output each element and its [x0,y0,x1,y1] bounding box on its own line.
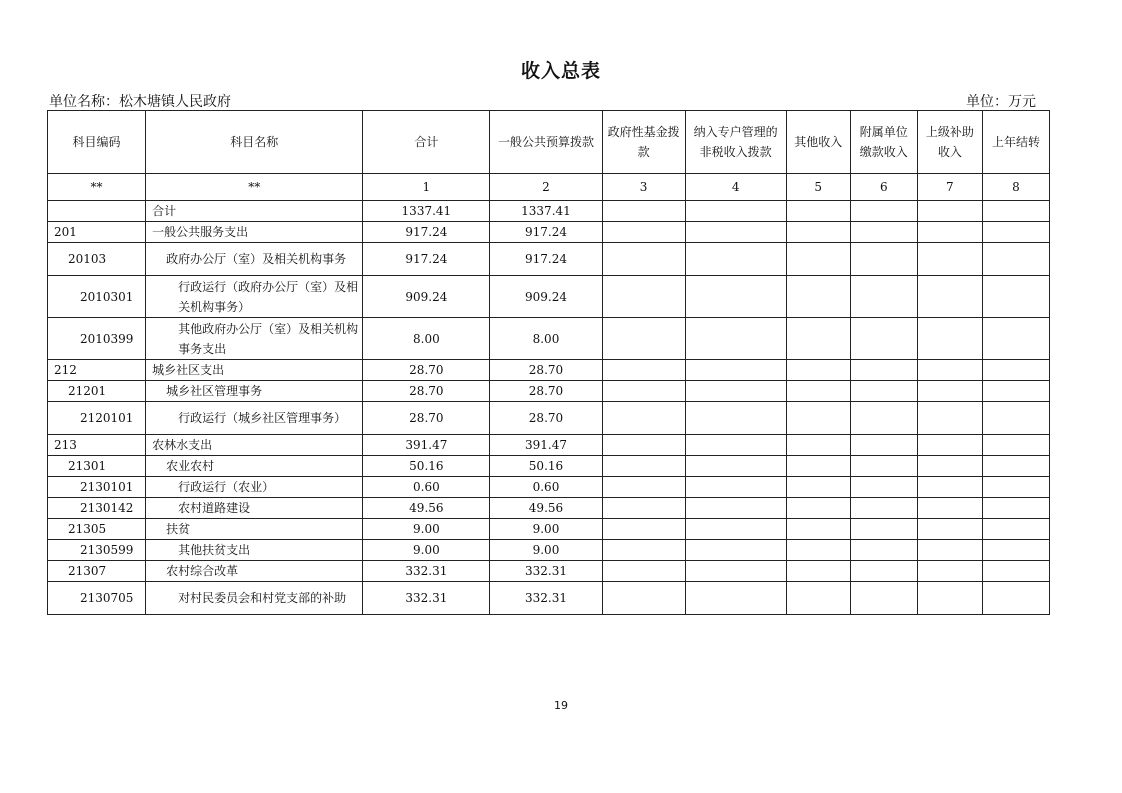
empty-cell [982,519,1049,540]
empty-cell [685,276,786,318]
empty-cell [982,477,1049,498]
empty-cell [917,582,982,615]
total-cell: 909.24 [363,276,490,318]
table-row [48,276,1050,318]
empty-cell [982,360,1049,381]
index-cell: ** [146,174,363,201]
header-cell: 纳入专户管理的非税收入拨款 [685,111,786,174]
empty-cell [850,582,917,615]
empty-cell [685,456,786,477]
table-row [48,561,1050,582]
name-cell: 其他政府办公厅（室）及相关机构事务支出 [146,318,363,360]
general-budget-cell: 28.70 [490,402,602,435]
table-row [48,360,1050,381]
code-cell: 2130705 [48,582,146,615]
empty-cell [786,222,850,243]
general-budget-cell: 50.16 [490,456,602,477]
general-budget-cell: 909.24 [490,276,602,318]
empty-cell [850,498,917,519]
code-cell: 2130142 [48,498,146,519]
empty-cell [917,381,982,402]
empty-cell [602,381,685,402]
general-budget-cell: 9.00 [490,540,602,561]
empty-cell [850,276,917,318]
name-cell: 一般公共服务支出 [146,222,363,243]
empty-cell [982,318,1049,360]
empty-cell [685,519,786,540]
table-row [48,201,1050,222]
empty-cell [917,318,982,360]
empty-cell [786,276,850,318]
empty-cell [917,276,982,318]
page-number: 19 [554,699,568,712]
total-cell: 917.24 [363,222,490,243]
code-cell: 21201 [48,381,146,402]
table-row [48,222,1050,243]
total-cell: 332.31 [363,561,490,582]
general-budget-cell: 391.47 [490,435,602,456]
empty-cell [786,561,850,582]
code-cell: 2120101 [48,402,146,435]
header-cell: 科目编码 [48,111,146,174]
index-row [48,174,1050,201]
empty-cell [850,402,917,435]
empty-cell [982,381,1049,402]
code-cell: 212 [48,360,146,381]
total-cell: 9.00 [363,540,490,561]
empty-cell [685,318,786,360]
empty-cell [602,276,685,318]
empty-cell [685,561,786,582]
table-row [48,318,1050,360]
total-cell: 917.24 [363,243,490,276]
general-budget-cell: 0.60 [490,477,602,498]
empty-cell [786,318,850,360]
name-cell: 城乡社区管理事务 [146,381,363,402]
page-title: 收入总表 [520,60,601,82]
index-cell: 8 [982,174,1049,201]
name-cell: 政府办公厅（室）及相关机构事务 [146,243,363,276]
code-cell: 2010399 [48,318,146,360]
empty-cell [982,276,1049,318]
empty-cell [917,402,982,435]
empty-cell [917,243,982,276]
index-cell: 7 [917,174,982,201]
empty-cell [917,561,982,582]
empty-cell [602,318,685,360]
general-budget-cell: 28.70 [490,360,602,381]
name-cell: 农村综合改革 [146,561,363,582]
empty-cell [917,519,982,540]
empty-cell [602,519,685,540]
code-cell: 21301 [48,456,146,477]
empty-cell [602,435,685,456]
income-summary-table [47,110,1050,615]
empty-cell [602,540,685,561]
empty-cell [602,456,685,477]
index-cell: ** [48,174,146,201]
general-budget-cell: 9.00 [490,519,602,540]
empty-cell [602,477,685,498]
empty-cell [685,540,786,561]
header-cell: 上级补助收入 [917,111,982,174]
empty-cell [982,243,1049,276]
unit-name: 单位名称：松木塘镇人民政府 [49,94,231,110]
general-budget-cell: 49.56 [490,498,602,519]
empty-cell [786,243,850,276]
general-budget-cell: 332.31 [490,582,602,615]
total-cell: 49.56 [363,498,490,519]
empty-cell [850,243,917,276]
table-row [48,243,1050,276]
empty-cell [685,582,786,615]
general-budget-cell: 917.24 [490,243,602,276]
table-body [48,201,1050,615]
empty-cell [982,402,1049,435]
empty-cell [850,222,917,243]
empty-cell [786,201,850,222]
empty-cell [786,360,850,381]
header-row [48,111,1050,174]
empty-cell [602,498,685,519]
empty-cell [602,201,685,222]
empty-cell [685,402,786,435]
name-cell: 农林水支出 [146,435,363,456]
empty-cell [850,360,917,381]
total-cell: 28.70 [363,381,490,402]
header-cell: 其他收入 [786,111,850,174]
empty-cell [850,456,917,477]
empty-cell [850,318,917,360]
code-cell: 21307 [48,561,146,582]
empty-cell [602,402,685,435]
empty-cell [917,456,982,477]
empty-cell [685,477,786,498]
empty-cell [982,561,1049,582]
general-budget-cell: 8.00 [490,318,602,360]
currency-unit: 单位：万元 [966,94,1036,110]
empty-cell [685,435,786,456]
empty-cell [602,360,685,381]
header-cell: 科目名称 [146,111,363,174]
table-row [48,435,1050,456]
header-cell: 合计 [363,111,490,174]
total-cell: 0.60 [363,477,490,498]
empty-cell [982,456,1049,477]
code-cell [48,201,146,222]
empty-cell [786,540,850,561]
table-row [48,402,1050,435]
name-cell: 行政运行（农业） [146,477,363,498]
name-cell: 农村道路建设 [146,498,363,519]
empty-cell [917,360,982,381]
name-cell: 农业农村 [146,456,363,477]
empty-cell [685,201,786,222]
table-row [48,456,1050,477]
empty-cell [786,519,850,540]
empty-cell [917,435,982,456]
empty-cell [602,243,685,276]
index-cell: 6 [850,174,917,201]
empty-cell [602,222,685,243]
index-cell: 3 [602,174,685,201]
name-cell: 城乡社区支出 [146,360,363,381]
general-budget-cell: 1337.41 [490,201,602,222]
empty-cell [850,201,917,222]
code-cell: 20103 [48,243,146,276]
table-row [48,582,1050,615]
empty-cell [786,498,850,519]
total-cell: 332.31 [363,582,490,615]
name-cell: 扶贫 [146,519,363,540]
empty-cell [602,582,685,615]
empty-cell [786,402,850,435]
table-row [48,540,1050,561]
header-cell: 政府性基金拨款 [602,111,685,174]
empty-cell [917,540,982,561]
empty-cell [982,201,1049,222]
empty-cell [850,519,917,540]
empty-cell [685,498,786,519]
total-cell: 8.00 [363,318,490,360]
general-budget-cell: 28.70 [490,381,602,402]
empty-cell [917,498,982,519]
empty-cell [850,435,917,456]
empty-cell [850,561,917,582]
header-cell: 一般公共预算拨款 [490,111,602,174]
empty-cell [850,381,917,402]
general-budget-cell: 917.24 [490,222,602,243]
code-cell: 201 [48,222,146,243]
empty-cell [786,456,850,477]
code-cell: 213 [48,435,146,456]
name-cell: 行政运行（政府办公厅（室）及相关机构事务） [146,276,363,318]
total-cell: 28.70 [363,360,490,381]
empty-cell [786,582,850,615]
index-cell: 4 [685,174,786,201]
code-cell: 21305 [48,519,146,540]
empty-cell [602,561,685,582]
empty-cell [786,477,850,498]
code-cell: 2130599 [48,540,146,561]
total-cell: 1337.41 [363,201,490,222]
empty-cell [685,381,786,402]
total-cell: 9.00 [363,519,490,540]
empty-cell [982,498,1049,519]
name-cell: 对村民委员会和村党支部的补助 [146,582,363,615]
empty-cell [685,243,786,276]
table-row [48,477,1050,498]
code-cell: 2130101 [48,477,146,498]
empty-cell [982,435,1049,456]
total-cell: 391.47 [363,435,490,456]
name-cell: 行政运行（城乡社区管理事务） [146,402,363,435]
empty-cell [917,222,982,243]
code-cell: 2010301 [48,276,146,318]
total-cell: 28.70 [363,402,490,435]
total-cell: 50.16 [363,456,490,477]
empty-cell [786,381,850,402]
index-cell: 2 [490,174,602,201]
empty-cell [917,201,982,222]
general-budget-cell: 332.31 [490,561,602,582]
name-cell: 其他扶贫支出 [146,540,363,561]
header-cell: 附属单位缴款收入 [850,111,917,174]
empty-cell [685,360,786,381]
index-cell: 1 [363,174,490,201]
empty-cell [850,477,917,498]
empty-cell [685,222,786,243]
header-cell: 上年结转 [982,111,1049,174]
index-cell: 5 [786,174,850,201]
empty-cell [786,435,850,456]
empty-cell [982,540,1049,561]
empty-cell [917,477,982,498]
empty-cell [982,582,1049,615]
empty-cell [850,540,917,561]
table-row [48,381,1050,402]
empty-cell [982,222,1049,243]
table-row [48,498,1050,519]
table-row [48,519,1050,540]
name-cell: 合计 [146,201,363,222]
